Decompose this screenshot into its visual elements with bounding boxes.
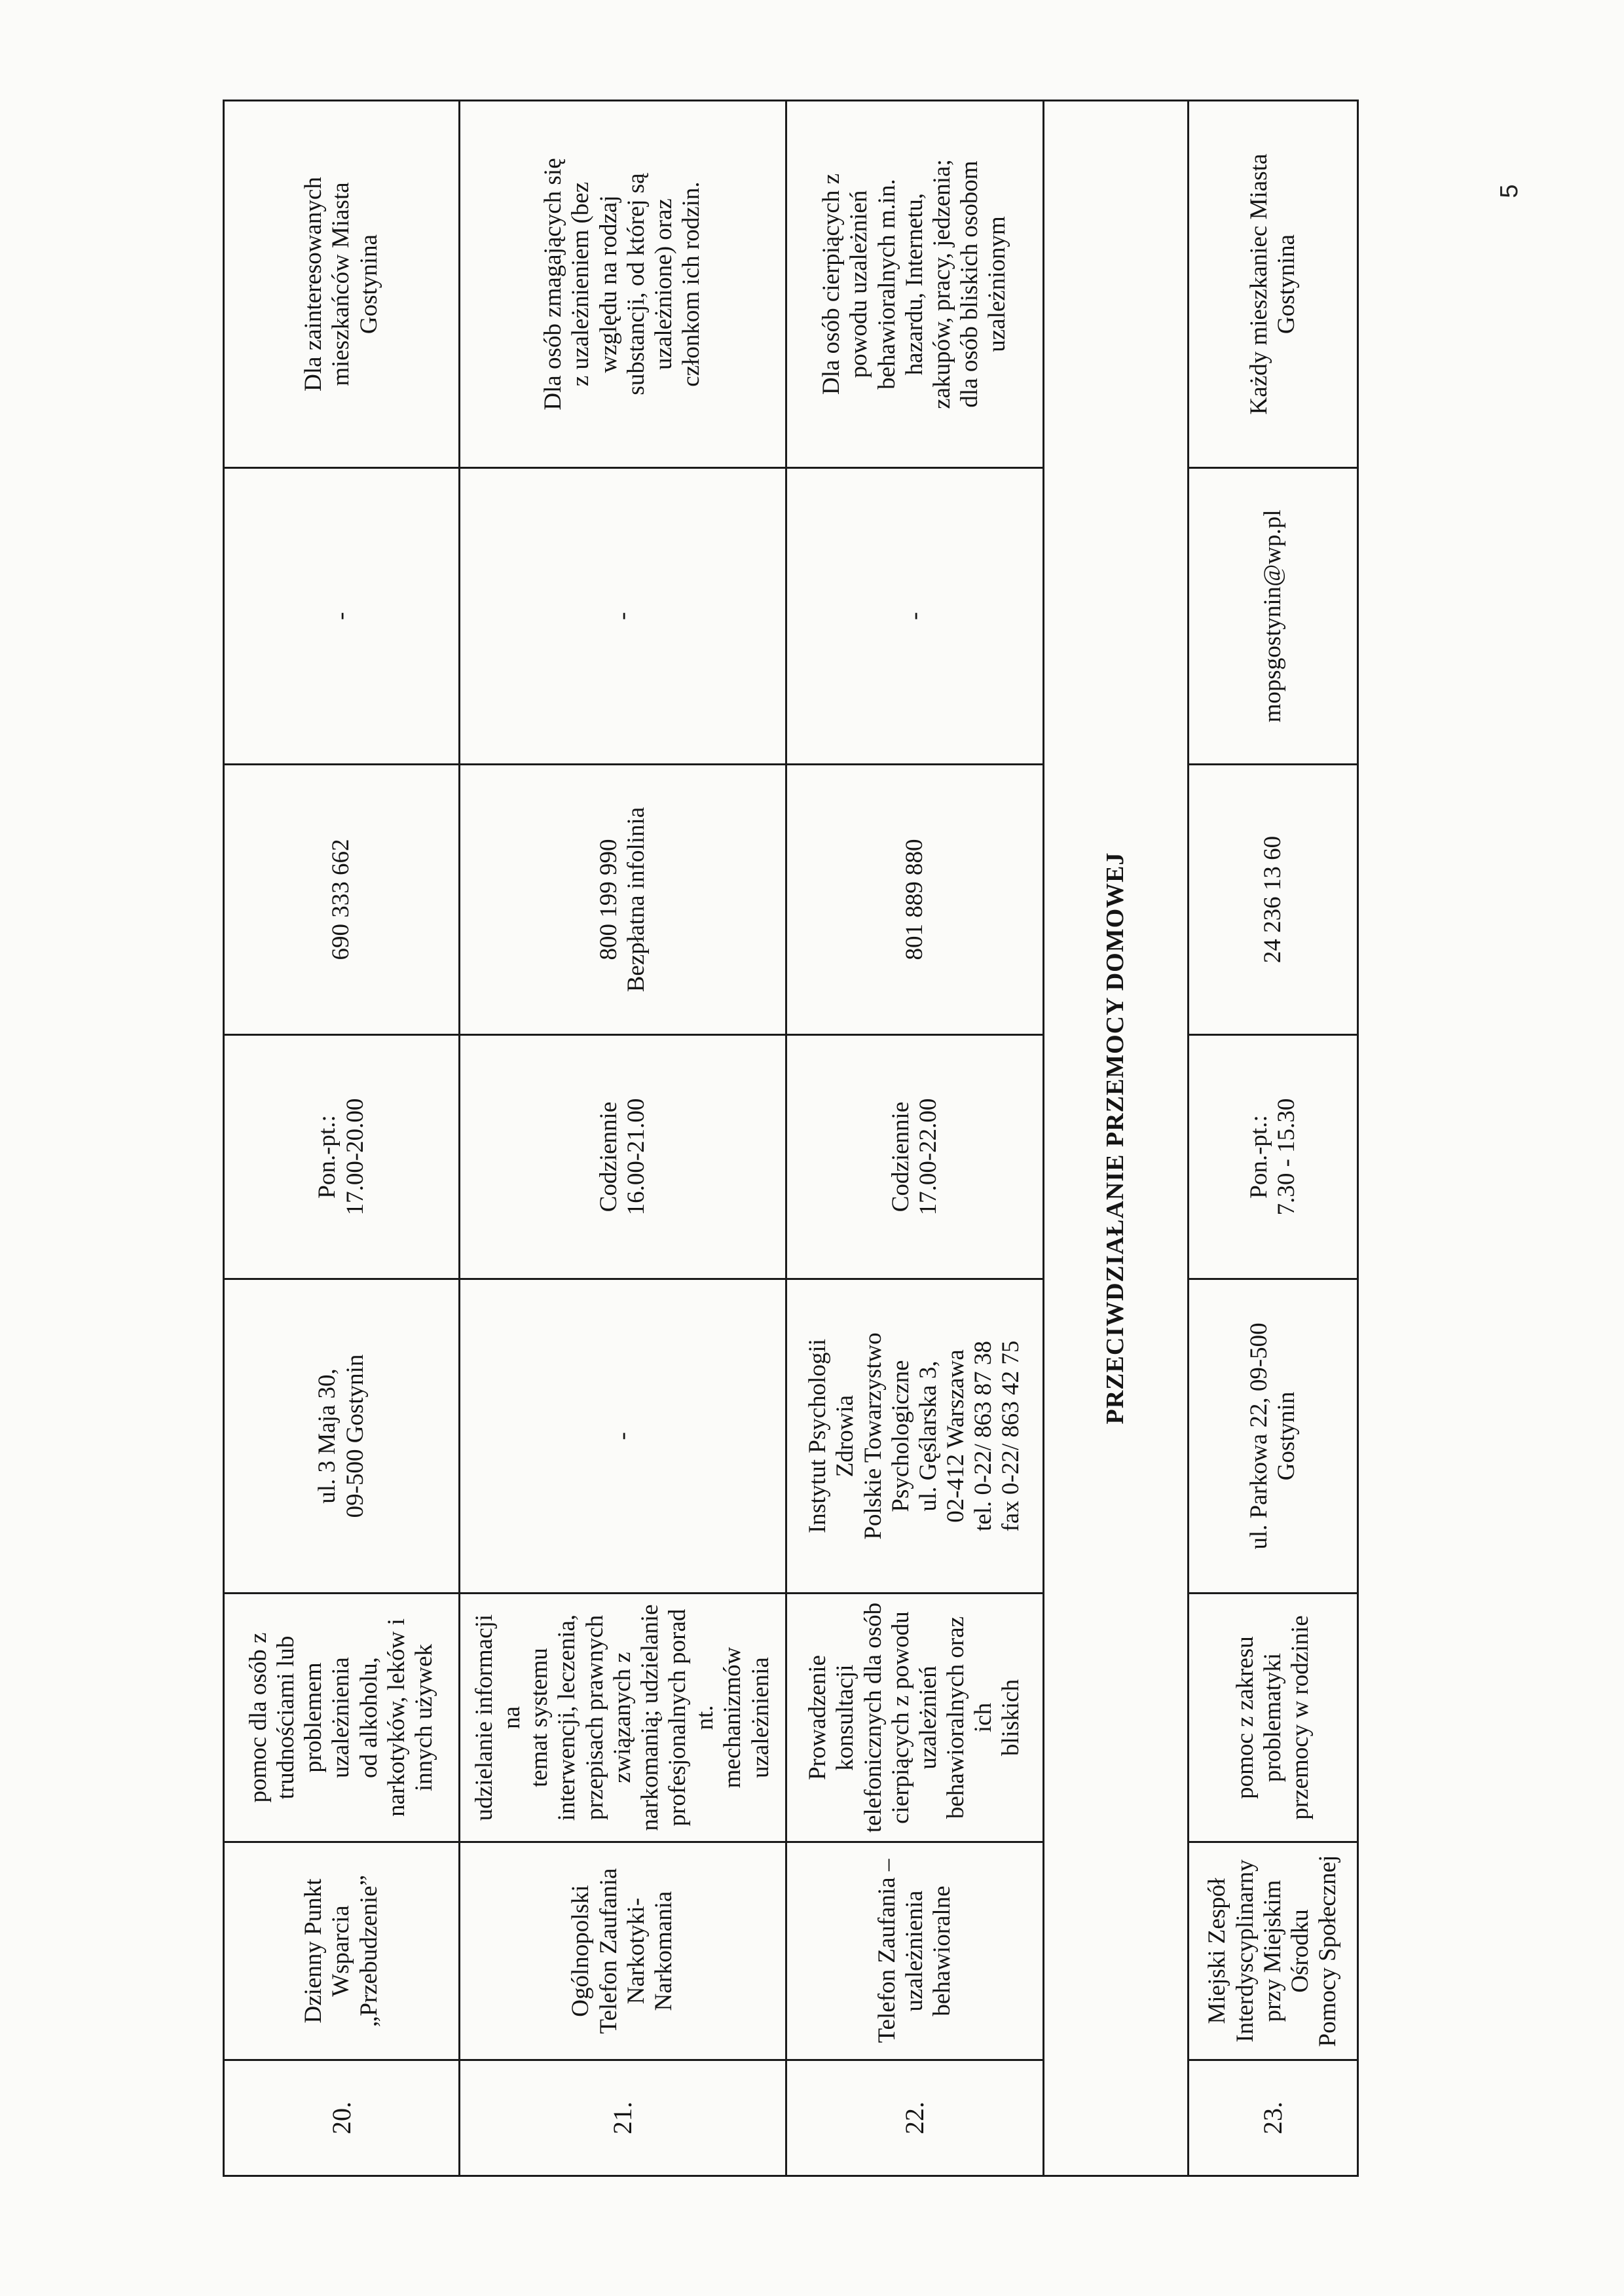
help-services-table	[223, 100, 1359, 2177]
email-address: mopsgostynin@wp.pl	[1188, 468, 1357, 765]
section-header-row	[1044, 101, 1188, 2176]
service-description: Prowadzenie konsultacji telefonicznych dla osób cierpiących z powodu uzależnień behawioralnych oraz ich bliskich	[786, 1594, 1044, 1842]
address: Instytut Psychologii Zdrowia Polskie Towarzystwo Psychologiczne ul. Gęślarska 3, 02-412 Warszawa tel. 0-22/ 863 87 38 fax 0-22/ 863 42 75	[786, 1279, 1044, 1594]
opening-hours: Codziennie 17.00-22.00	[786, 1035, 1044, 1279]
section-title: PRZECIWDZIAŁANIE PRZEMOCY DOMOWEJ	[1044, 101, 1188, 2176]
email-address: -	[460, 468, 786, 765]
opening-hours: Pon.-pt.: 7.30 - 15.30	[1188, 1035, 1357, 1279]
email-address: -	[224, 468, 460, 765]
institution-name: Dzienny Punkt Wsparcia „Przebudzenie”	[224, 1842, 460, 2060]
opening-hours: Pon.-pt.: 17.00-20.00	[224, 1035, 460, 1279]
phone-number: 801 889 880	[786, 765, 1044, 1035]
table-row	[460, 101, 786, 2176]
target-audience: Dla osób cierpiących z powodu uzależnień behawioralnych m.in. hazardu, Internetu, zakupów, pracy, jedzenia; dla osób bliskich osobom uzależnionym	[786, 101, 1044, 468]
table-row	[1188, 101, 1357, 2176]
table-row	[224, 101, 460, 2176]
page-number: 5	[1496, 184, 1523, 198]
address: ul. Parkowa 22, 09-500 Gostynin	[1188, 1279, 1357, 1594]
service-description: pomoc z zakresu problematyki przemocy w rodzinie	[1188, 1594, 1357, 1842]
phone-number: 800 199 990 Bezpłatna infolinia	[460, 765, 786, 1035]
row-number: 22.	[786, 2060, 1044, 2176]
target-audience: Każdy mieszkaniec Miasta Gostynina	[1188, 101, 1357, 468]
address: -	[460, 1279, 786, 1594]
row-number: 21.	[460, 2060, 786, 2176]
institution-name: Ogólnopolski Telefon Zaufania Narkotyki- Narkomania	[460, 1842, 786, 2060]
opening-hours: Codziennie 16.00-21.00	[460, 1035, 786, 1279]
service-description: udzielanie informacji na temat systemu interwencji, leczenia, przepisach prawnych związanych z narkomanią; udzielanie profesjonalnych porad nt. mechanizmów uzależnienia	[460, 1594, 786, 1842]
phone-number: 24 236 13 60	[1188, 765, 1357, 1035]
rotated-page	[223, 101, 1359, 2177]
institution-name: Telefon Zaufania – uzależnienia behawioralne	[786, 1842, 1044, 2060]
row-number: 23.	[1188, 2060, 1357, 2176]
service-description: pomoc dla osób z trudnościami lub problemem uzależnienia od alkoholu, narkotyków, leków i innych używek	[224, 1594, 460, 1842]
institution-name: Miejski Zespół Interdyscyplinarny przy Miejskim Ośrodku Pomocy Społecznej	[1188, 1842, 1357, 2060]
target-audience: Dla osób zmagających się z uzależnieniem (bez względu na rodzaj substancji, od której są uzależnione) oraz członkom ich rodzin.	[460, 101, 786, 468]
table-row	[786, 101, 1044, 2176]
target-audience: Dla zainteresowanych mieszkańców Miasta Gostynina	[224, 101, 460, 468]
email-address: -	[786, 468, 1044, 765]
row-number: 20.	[224, 2060, 460, 2176]
address: ul. 3 Maja 30, 09-500 Gostynin	[224, 1279, 460, 1594]
phone-number: 690 333 662	[224, 765, 460, 1035]
